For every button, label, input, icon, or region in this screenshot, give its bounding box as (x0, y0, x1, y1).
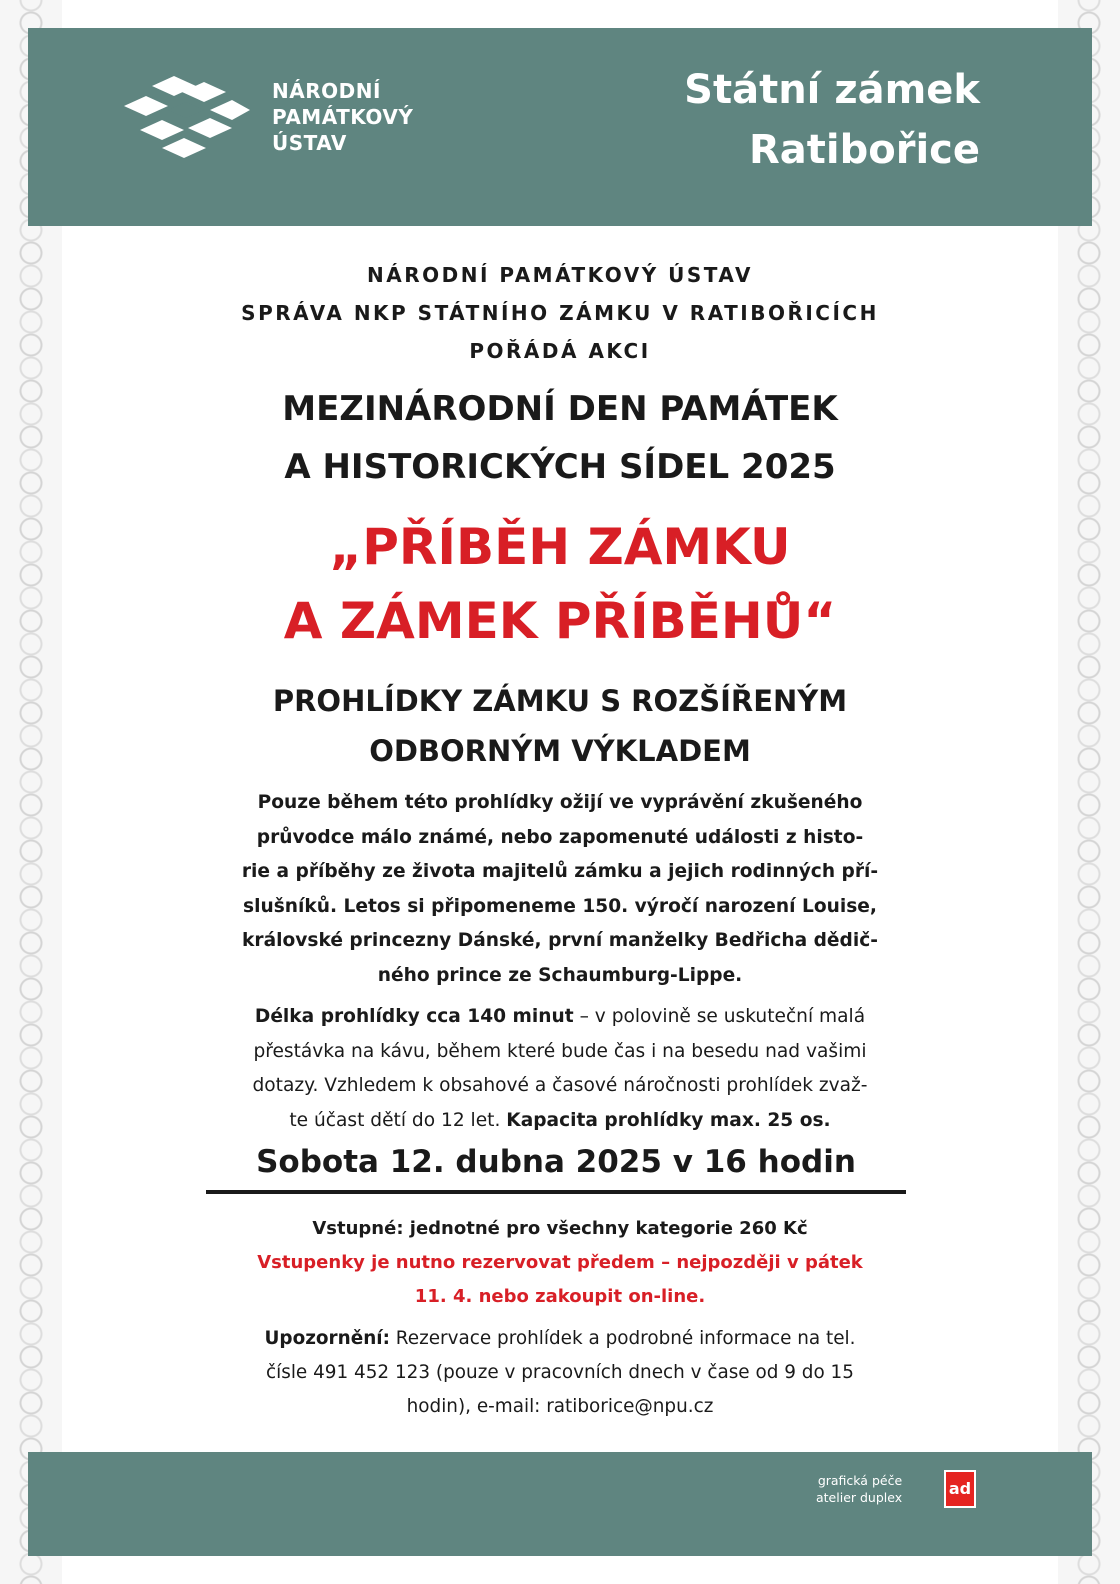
duration-line: přestávka na kávu, během které bude čas i na besedu nad vašimi (253, 1040, 867, 1062)
logo-line: ÚSTAV (272, 131, 347, 155)
capacity-highlight: Kapacita prohlídky max. 25 os. (506, 1109, 831, 1131)
quote-line: A ZÁMEK PŘÍBĚHŮ“ (283, 592, 837, 650)
logo-line: NÁRODNÍ (272, 79, 381, 103)
description-line: královské princezny Dánské, první manželky Bedřicha dědič- (242, 930, 878, 951)
description-line: průvodce málo známé, nebo zapomenuté události z histo- (256, 826, 864, 848)
event-quote (120, 510, 1000, 658)
subtitle-line: ODBORNÝM VÝKLADEM (369, 734, 751, 768)
date-underline (206, 1190, 906, 1194)
organizer-line: SPRÁVA NKP STÁTNÍHO ZÁMKU V RATIBOŘICÍCH (241, 301, 879, 325)
atelier-duplex-logo-icon: ad (944, 1470, 976, 1508)
npu-logo-icon (122, 76, 252, 158)
reservation-line: 11. 4. nebo zakoupit on-line. (414, 1286, 706, 1307)
duration-line (120, 1000, 1000, 1035)
duration-info (120, 1000, 1000, 1138)
duration-text: te účast dětí do 12 let. (289, 1109, 507, 1131)
description-line: ného prince ze Schaumburg-Lippe. (377, 964, 743, 986)
organizer-block (120, 256, 1000, 370)
footer-band (28, 1452, 1092, 1556)
description-line: slušníků. Letos si připomeneme 150. výročí narození Louise, (243, 895, 877, 917)
reservation-line: Vstupenky je nutno rezervovat předem – nejpozději v pátek (257, 1252, 863, 1273)
description-line: Pouze během této prohlídky ožijí ve vyprávění zkušeného (257, 792, 863, 813)
admission-fee: Vstupné: jednotné pro všechny kategorie 260 Kč (312, 1218, 808, 1239)
organizer-line: NÁRODNÍ PAMÁTKOVÝ ÚSTAV (367, 263, 753, 287)
description-line: rie a příběhy ze života majitelů zámku a jejich rodinných pří- (241, 861, 879, 882)
title-line: A HISTORICKÝCH SÍDEL 2025 (284, 447, 836, 487)
notice-line: čísle 491 452 123 (pouze v pracovních dnech v čase od 9 do 15 (266, 1362, 854, 1383)
npu-logo-text (272, 78, 413, 156)
contact-notice (120, 1322, 1000, 1424)
logo-line: PAMÁTKOVÝ (272, 105, 414, 129)
castle-line: Ratibořice (748, 127, 980, 173)
quote-line: „PŘÍBĚH ZÁMKU (329, 518, 791, 576)
design-credit (816, 1472, 902, 1506)
event-date-block (206, 1138, 906, 1194)
credit-line: grafická péče (817, 1473, 903, 1488)
organizer-line: POŘÁDÁ AKCI (469, 339, 651, 363)
event-date: Sobota 12. dubna 2025 v 16 hodin (256, 1144, 856, 1180)
notice-line: hodin), e-mail: ratiborice@npu.cz (406, 1396, 714, 1417)
notice-line (120, 1322, 1000, 1356)
castle-line: Státní zámek (684, 67, 980, 113)
duration-line (120, 1104, 1000, 1139)
event-subtitle (120, 676, 1000, 776)
description (120, 786, 1000, 993)
duration-line: dotazy. Vzhledem k obsahové a časové náročnosti prohlídek zvaž- (252, 1075, 868, 1096)
duration-highlight: Délka prohlídky cca 140 minut (254, 1006, 574, 1027)
left-ornament-border (0, 0, 62, 1584)
duration-text: – v polovině se uskuteční malá (573, 1006, 866, 1027)
right-ornament-border (1058, 0, 1120, 1584)
castle-name (684, 60, 980, 180)
title-line: MEZINÁRODNÍ DEN PAMÁTEK (282, 389, 838, 429)
notice-text: Rezervace prohlídek a podrobné informace na tel. (389, 1328, 856, 1349)
credit-line: atelier duplex (816, 1490, 903, 1505)
reservation-notice (120, 1246, 1000, 1314)
subtitle-line: PROHLÍDKY ZÁMKU S ROZŠÍŘENÝM (272, 684, 848, 718)
event-title (120, 380, 1000, 496)
notice-label: Upozornění: (264, 1328, 390, 1349)
